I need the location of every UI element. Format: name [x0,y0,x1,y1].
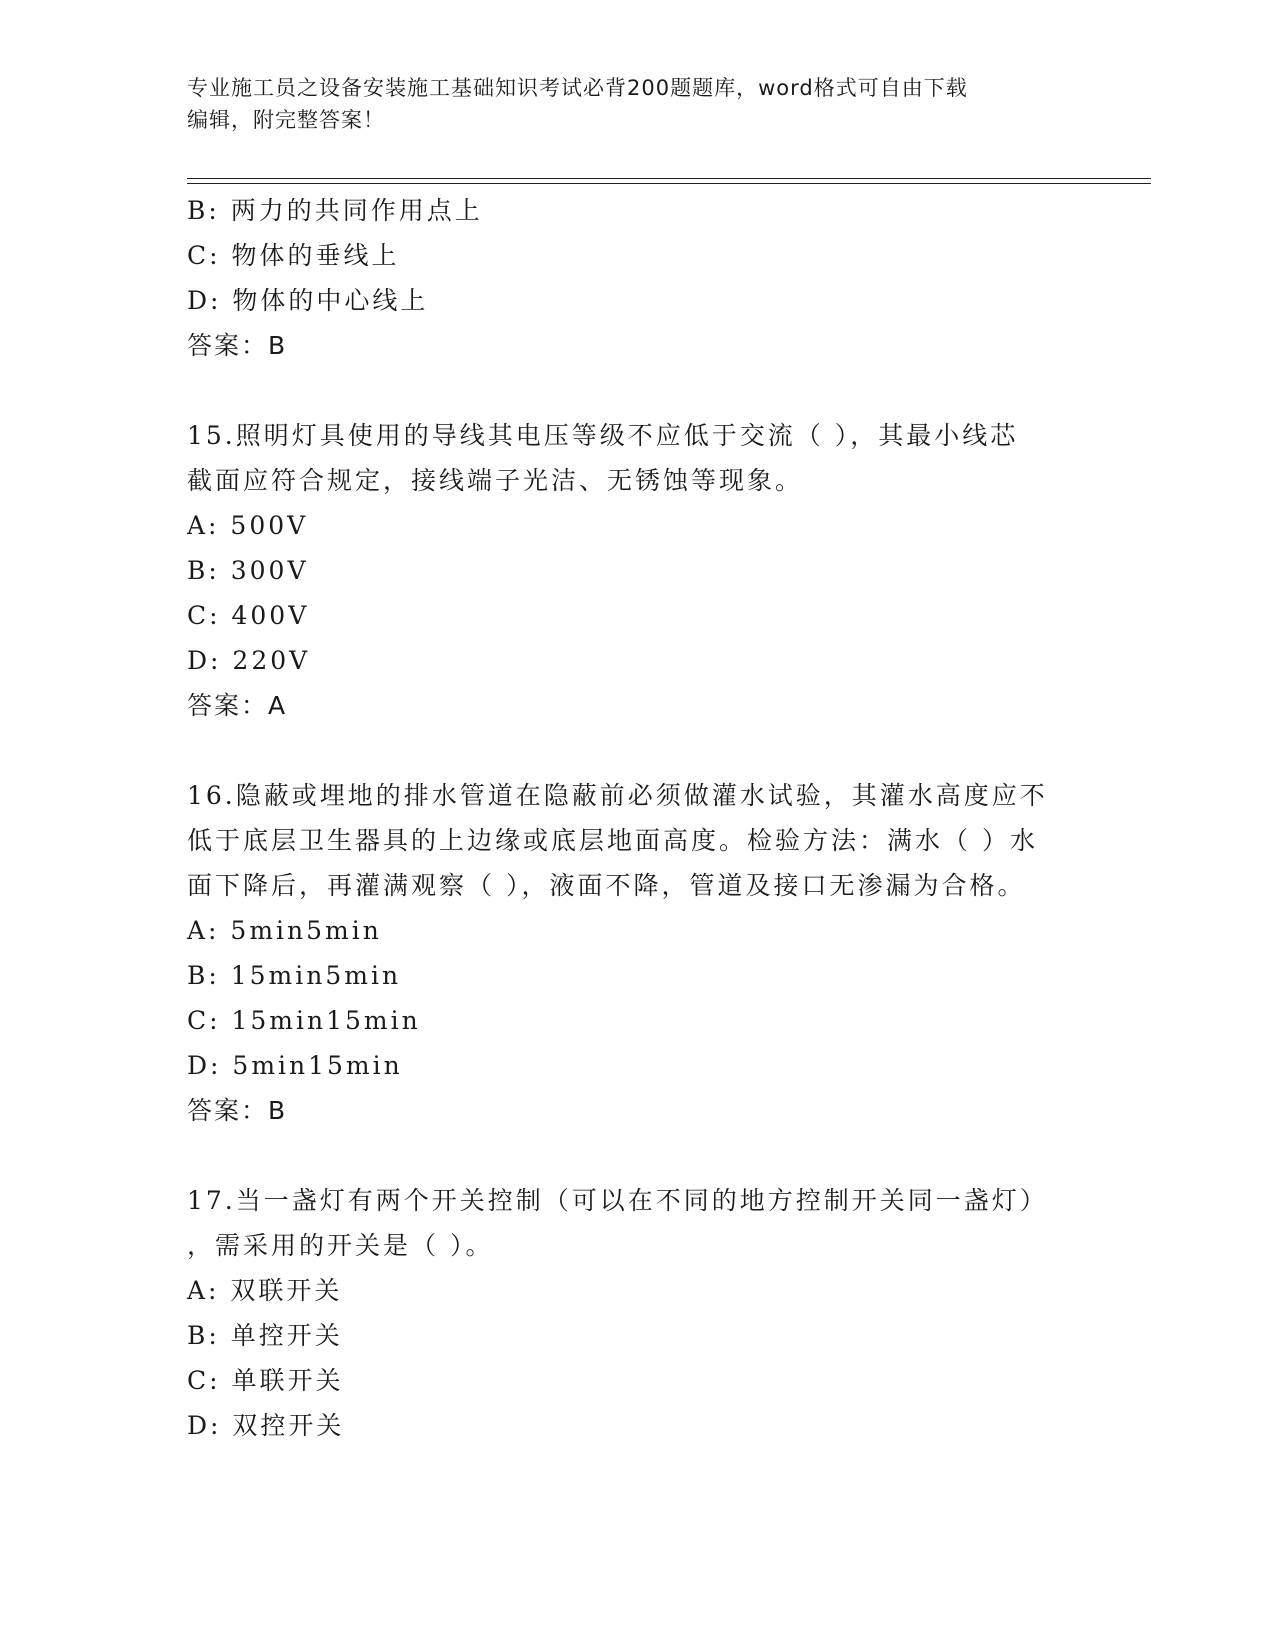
question-text-line: 17.当一盏灯有两个开关控制（可以在不同的地方控制开关同一盏灯） [187,1186,1048,1215]
question-text-line: 15.照明灯具使用的导线其电压等级不应低于交流（ ），其最小线芯 [187,421,1019,450]
answer: 答案：A [187,691,288,720]
spacer [187,368,1087,413]
spacer [187,728,1087,773]
header-line-2: 编辑，附完整答案！ [187,108,385,132]
option-a: A: 双联开关 [187,1276,343,1305]
option-d: D: 双控开关 [187,1411,345,1440]
question-content [187,188,1087,1448]
option-b: B: 单控开关 [187,1321,343,1350]
header-divider-top [187,178,1151,179]
option-d: D: 物体的中心线上 [187,286,429,315]
page-header [187,72,1067,136]
header-line-1: 专业施工员之设备安装施工基础知识考试必背200题题库，word格式可自由下载 [187,76,968,100]
option-b: B: 两力的共同作用点上 [187,196,483,225]
option-a: A: 5min5min [187,916,382,945]
option-b: B: 15min5min [187,961,402,990]
answer: 答案：B [187,331,288,360]
question-15 [187,413,1087,728]
option-b: B: 300V [187,556,309,585]
option-c: C: 400V [187,601,310,630]
option-c: C: 物体的垂线上 [187,241,400,270]
question-text-line: 截面应符合规定，接线端子光洁、无锈蚀等现象。 [187,466,804,495]
question-text-line: 面下降后，再灌满观察（ ），液面不降，管道及接口无渗漏为合格。 [187,871,1026,900]
option-d: D: 5min15min [187,1051,403,1080]
question-text-line: 低于底层卫生器具的上边缘或底层地面高度。检验方法：满水（ ）水 [187,826,1038,855]
spacer [187,1133,1087,1178]
question-16 [187,773,1087,1133]
option-c: C: 单联开关 [187,1366,344,1395]
option-a: A: 500V [187,511,309,540]
header-divider-bottom [187,183,1151,184]
answer: 答案：B [187,1096,288,1125]
option-c: C: 15min15min [187,1006,421,1035]
question-17 [187,1178,1087,1448]
option-d: D: 220V [187,646,311,675]
question-text-line: 16.隐蔽或埋地的排水管道在隐蔽前必须做灌水试验，其灌水高度应不 [187,781,1048,810]
question-14 [187,188,1087,368]
question-text-line: ，需采用的开关是（ ）。 [187,1231,494,1260]
